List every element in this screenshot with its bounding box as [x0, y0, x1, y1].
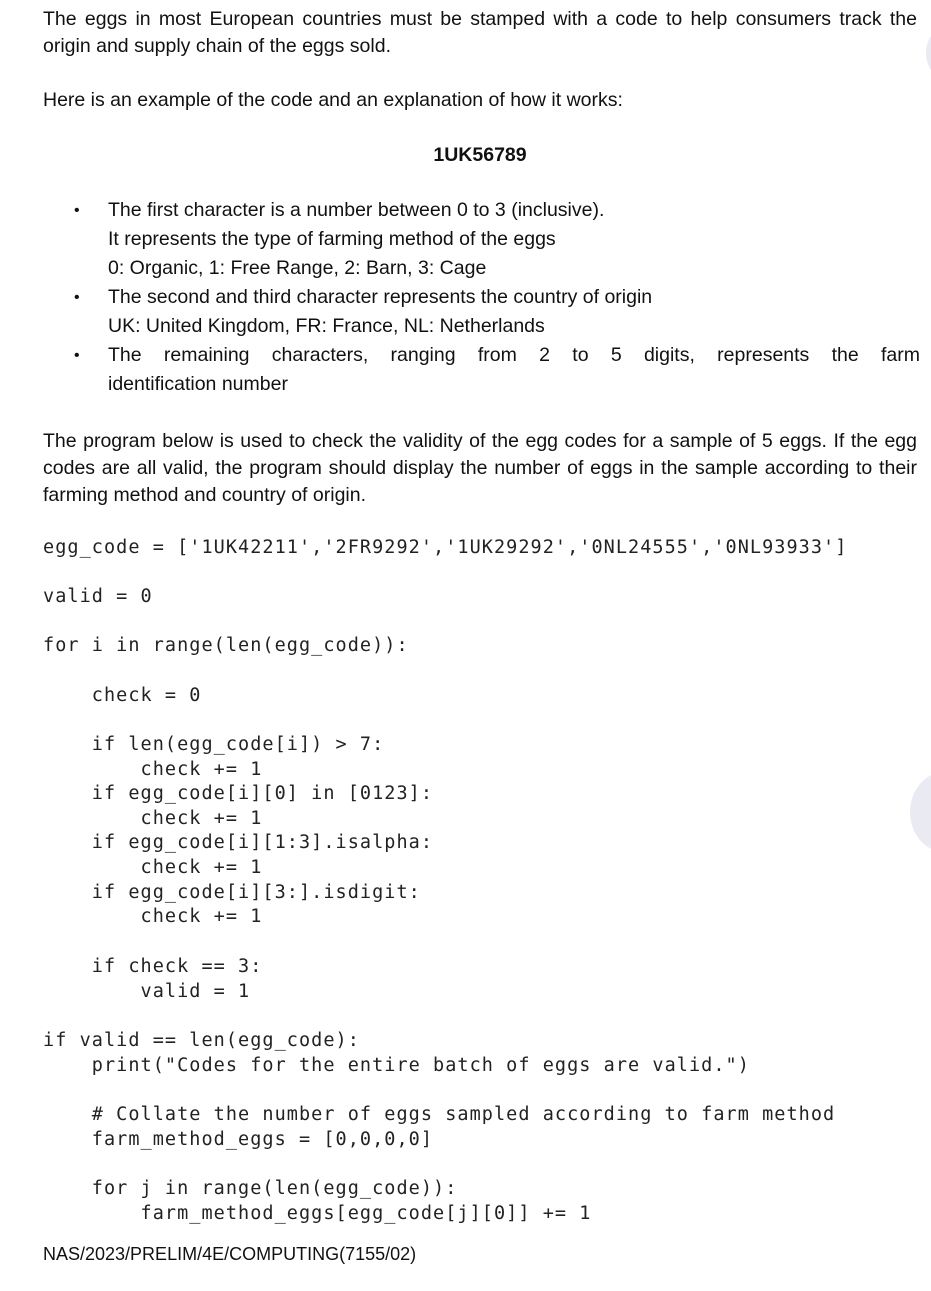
page-footer: NAS/2023/PRELIM/4E/COMPUTING(7155/02)	[43, 1244, 417, 1264]
intro-paragraph: The eggs in most European countries must be stamped with a code to help consumers track the origin and supply chain of the eggs sold.	[43, 8, 917, 57]
code-egg-list: egg_code = ['1UK42211','2FR9292','1UK29292','0NL24555','0NL93933']	[43, 537, 848, 558]
page-edge-decoration	[910, 772, 931, 852]
code-check-init: check = 0	[43, 685, 202, 706]
list-item-text: The remaining characters, ranging from 2 to 5 digits, represents the farm	[108, 344, 920, 366]
code-explanation-list	[60, 196, 920, 399]
code-for-loop: for i in range(len(egg_code)):	[43, 635, 409, 656]
list-item-text: The first character is a number between 0 to 3 (inclusive).	[108, 199, 605, 221]
example-egg-code: 1UK56789	[433, 144, 527, 166]
code-collate: # Collate the number of eggs sampled according to farm method farm_method_eggs = [0,0,0,0]	[91, 1104, 836, 1150]
bullet-icon: •	[74, 289, 80, 306]
code-valid-init: valid = 0	[43, 586, 153, 607]
code-valid-print: if valid == len(egg_code): print("Codes for the entire batch of eggs are valid.")	[43, 1030, 750, 1076]
code-valid-set: if check == 3: valid = 1	[91, 956, 263, 1002]
bullet-icon: •	[74, 347, 80, 364]
program-description: The program below is used to check the validity of the egg codes for a sample of 5 eggs. If the egg codes are all valid, the program should display the number of eggs in the sample according to their farming method and country of origin.	[43, 430, 917, 506]
example-intro-paragraph: Here is an example of the code and an explanation of how it works:	[43, 89, 623, 111]
list-item	[60, 283, 920, 341]
page-edge-decoration	[926, 22, 931, 84]
list-item	[60, 341, 920, 399]
list-item-text: 0: Organic, 1: Free Range, 2: Barn, 3: Cage	[108, 257, 487, 279]
code-farm-loop: for j in range(len(egg_code)): farm_method_eggs[egg_code[j][0]] += 1	[91, 1178, 592, 1224]
list-item-text: The second and third character represents the country of origin	[108, 286, 653, 308]
list-item-text: It represents the type of farming method of the eggs	[108, 228, 556, 250]
code-checks: if len(egg_code[i]) > 7: check += 1 if egg_code[i][0] in [0123]: check += 1 if egg_code[i][1:3].isalpha: check += 1 if egg_code[i][3:].isdigit: check += 1	[91, 734, 434, 928]
list-item-text: UK: United Kingdom, FR: France, NL: Netherlands	[108, 315, 545, 337]
bullet-icon: •	[74, 202, 80, 219]
list-item	[60, 196, 920, 283]
list-item-text: identification number	[108, 373, 288, 395]
